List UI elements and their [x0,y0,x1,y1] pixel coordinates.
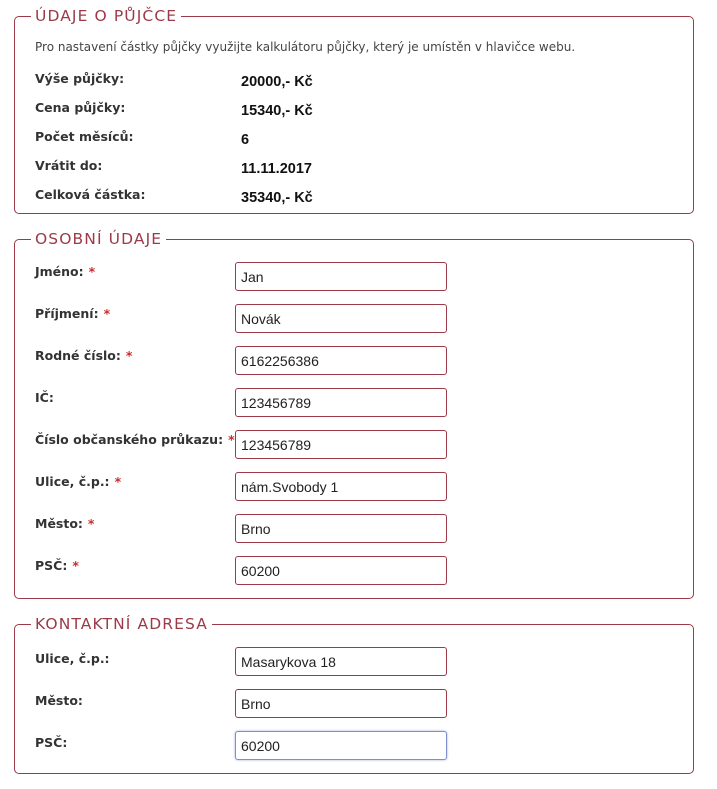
contact-street-input[interactable] [235,647,447,676]
id-card-number-input[interactable] [235,430,447,459]
first-name-label: Jméno: * [35,264,96,279]
birth-number-label: Rodné číslo: * [35,348,133,363]
street-input[interactable] [235,472,447,501]
contact-city-label: Město: [35,693,83,708]
required-mark: * [125,348,133,363]
required-mark: * [88,264,96,279]
birth-number-input[interactable] [235,346,447,375]
loan-months-label: Počet měsíců: [35,129,134,144]
required-mark: * [87,516,95,531]
loan-details-section [14,7,694,214]
postal-code-label: PSČ: * [35,558,79,573]
loan-amount-label: Výše půjčky: [35,71,125,86]
first-name-input[interactable] [235,262,447,291]
loan-total-value: 35340,- Kč [241,190,313,206]
postal-code-input[interactable] [235,556,447,585]
loan-cost-value: 15340,- Kč [241,103,313,119]
company-id-input[interactable] [235,388,447,417]
contact-street-label: Ulice, č.p.: [35,651,110,666]
loan-months-value: 6 [241,132,250,148]
loan-amount-value: 20000,- Kč [241,74,313,90]
personal-data-title: OSOBNÍ ÚDAJE [31,229,166,249]
loan-calculator-note: Pro nastavení částky půjčky využijte kalkulátoru půjčky, který je umístěn v hlavičce webu. [35,40,576,54]
required-mark: * [72,558,79,573]
personal-data-section [14,230,694,599]
last-name-label: Příjmení: * [35,306,111,321]
required-mark: * [103,306,111,321]
contact-address-title: KONTAKTNÍ ADRESA [31,614,212,634]
contact-city-input[interactable] [235,689,447,718]
loan-total-label: Celková částka: [35,187,146,202]
loan-return-date-value: 11.11.2017 [241,161,312,177]
loan-details-title: ÚDAJE O PŮJČCE [31,6,181,26]
city-label: Město: * [35,516,95,531]
last-name-input[interactable] [235,304,447,333]
required-mark: * [228,432,235,447]
id-card-number-label: Číslo občanského průkazu: * [35,432,235,447]
company-id-label: IČ: [35,390,54,405]
city-input[interactable] [235,514,447,543]
contact-postal-code-input[interactable] [235,731,447,760]
required-mark: * [114,474,122,489]
contact-address-section [14,615,694,774]
loan-return-date-label: Vrátit do: [35,158,103,173]
loan-cost-label: Cena půjčky: [35,100,126,115]
contact-postal-code-label: PSČ: [35,735,68,750]
street-label: Ulice, č.p.: * [35,474,122,489]
